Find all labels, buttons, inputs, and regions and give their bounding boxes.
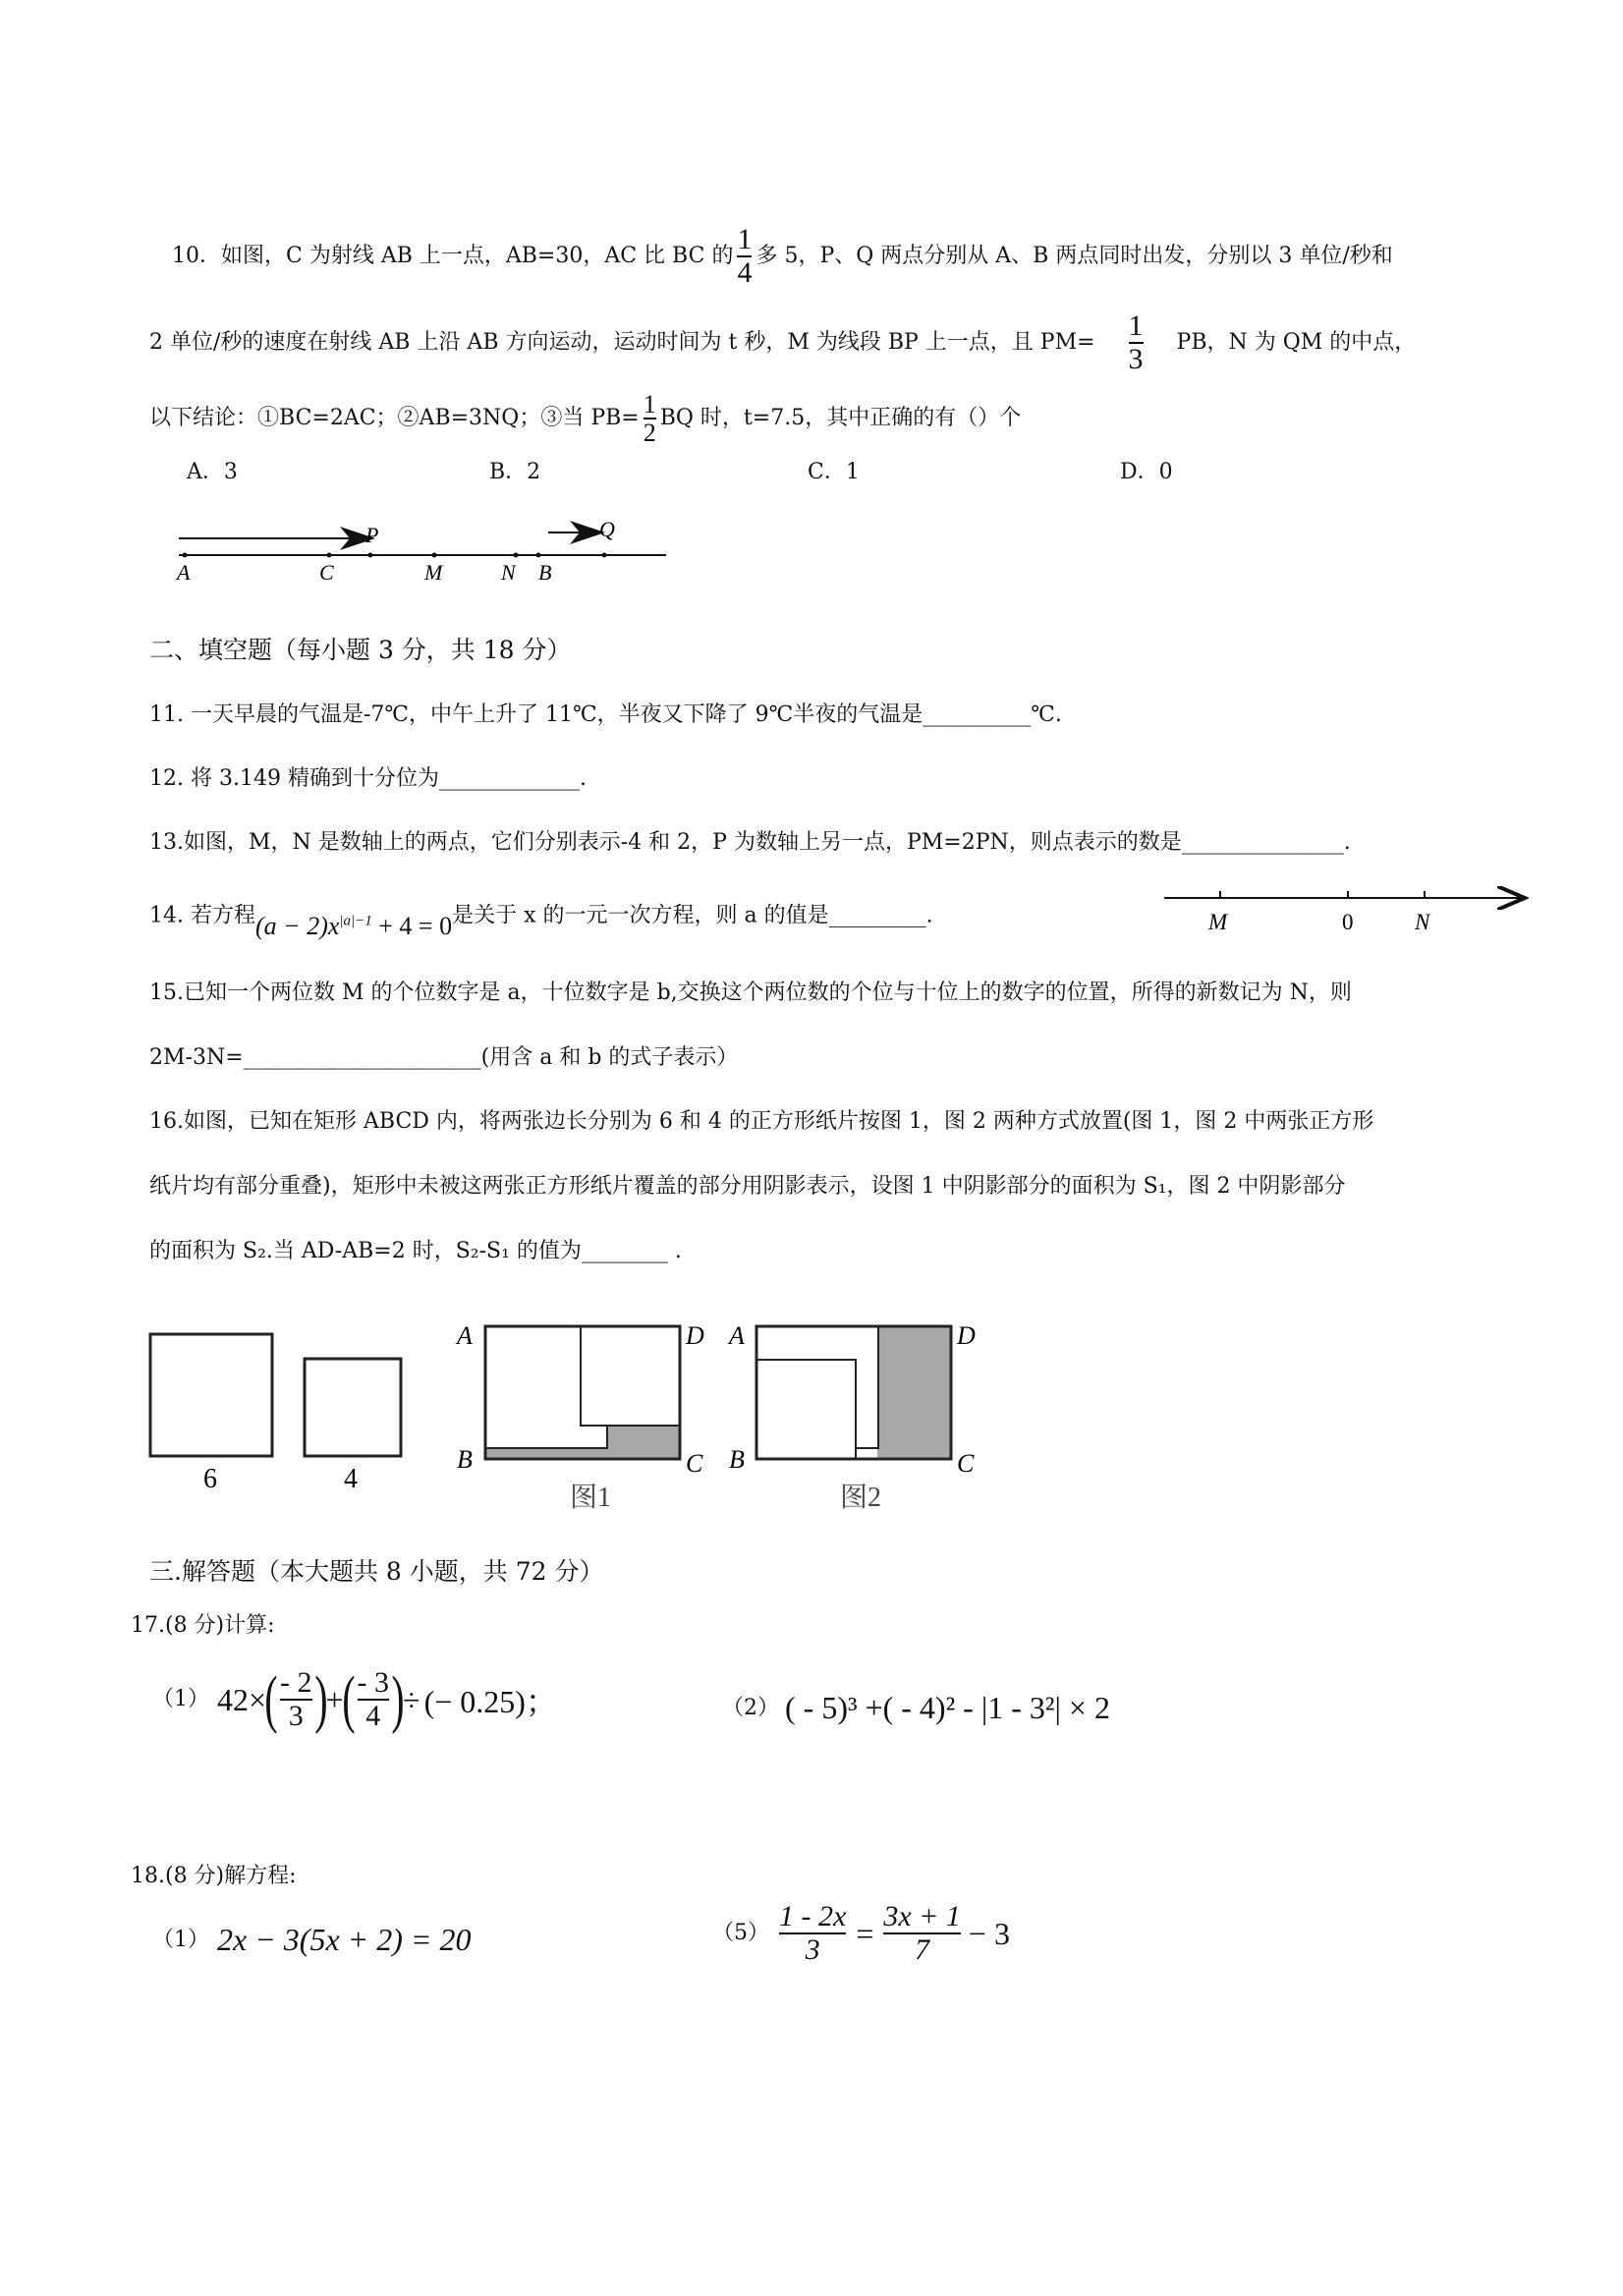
- fig2-caption: 图2: [840, 1483, 882, 1513]
- q10-fraction-2: $\frac{1}{3}$: [1128, 309, 1144, 375]
- fig2-label-c: C: [957, 1449, 975, 1478]
- square-4: [305, 1359, 401, 1456]
- q18-p2-fraction-1: $\frac{1 - 2x}{3}$: [779, 1900, 847, 1966]
- q10-text-c: 2 单位/秒的速度在射线 AB 上沿 AB 方向运动，运动时间为 t 秒，M 为线段 BP 上一点，且 PM=: [149, 330, 1095, 355]
- q17-p1-a: 42×: [217, 1681, 267, 1717]
- q17-p1-div: ÷: [403, 1681, 420, 1717]
- label-m: M: [1208, 910, 1228, 934]
- point-q: [602, 553, 607, 558]
- q10-fraction-3: $\frac{1}{2}$: [643, 390, 656, 447]
- section3-title: 三.解答题（本大题共 8 小题，共 72 分）: [149, 1557, 604, 1586]
- square-6: [150, 1334, 272, 1456]
- section2-title: 二、填空题（每小题 3 分，共 18 分）: [149, 636, 572, 664]
- q14-equation: $(a - 2)x^{|a|-1} + 4 = 0$: [254, 911, 453, 940]
- q18-p2-fraction-2: $\frac{3x + 1}{7}$: [883, 1900, 961, 1966]
- fig1-label-b: B: [457, 1445, 473, 1474]
- label-p: P: [365, 523, 379, 547]
- point-p: [368, 553, 373, 558]
- q13: 13.如图，M，N 是数轴上的两点，它们分别表示-4 和 2，P 为数轴上另一点，PM=2PN，则点表示的数是_______________.: [149, 830, 1351, 855]
- q18-p2-tail: − 3: [968, 1915, 1010, 1951]
- q16-figure: [142, 1305, 1007, 1521]
- q10-fraction-1: $\frac{1}{4}$: [737, 223, 753, 289]
- q17-part2: [722, 1690, 1110, 1726]
- q10-text-f: BQ 时，t=7.5，其中正确的有（）个: [659, 406, 1022, 430]
- q18-p1-expr: 2x − 3(5x + 2) = 20: [217, 1922, 472, 1957]
- square-4-label: 4: [344, 1464, 358, 1494]
- q18-p2-eq: =: [856, 1915, 874, 1951]
- square-6-label: 6: [203, 1464, 217, 1494]
- q14-suffix: 是关于 x 的一元一次方程，则 a 的值是_________.: [452, 903, 933, 928]
- q18-p2-label: （5）: [712, 1921, 769, 1945]
- label-n: N: [1415, 910, 1430, 934]
- q17-p1-label: （1）: [152, 1687, 209, 1711]
- fig1-label-a: A: [457, 1321, 473, 1350]
- figure-2: [727, 1321, 976, 1513]
- number-line-figure: [1159, 880, 1533, 939]
- q10-line1: [172, 224, 1393, 289]
- q16-line3: 的面积为 S₂.当 AD-AB=2 时，S₂-S₁ 的值为________ .: [149, 1239, 682, 1263]
- label-n: N: [501, 560, 516, 585]
- q17-p1-c: (− 0.25)；: [423, 1684, 557, 1719]
- q15-line1: 15.已知一个两位数 M 的个位数字是 a，十位数字是 b,交换这个两位数的个位与十位上的数字的位置，所得的新数记为 N，则: [149, 980, 1352, 1005]
- label-c: C: [319, 560, 334, 585]
- point-c: [327, 553, 332, 558]
- point-b: [536, 553, 541, 558]
- q10-text-e: 以下结论：①BC=2AC；②AB=3NQ；③当 PB=: [149, 406, 640, 430]
- q12: 12. 将 3.149 精确到十分位为_____________.: [149, 766, 587, 791]
- q14-prefix: 14. 若方程: [149, 903, 255, 928]
- q18-part2: [712, 1901, 1010, 1966]
- q18-part1: [152, 1922, 472, 1958]
- q17-p1-fraction-2: $\frac{- 3}{4}$: [357, 1666, 390, 1732]
- label-m: M: [424, 560, 443, 585]
- q10-line2: [149, 310, 1416, 375]
- q10-ray-figure: [167, 511, 678, 589]
- label-a: A: [177, 560, 191, 585]
- label-b: B: [538, 560, 552, 585]
- fig2-label-b: B: [729, 1445, 745, 1474]
- q17-p2-label: （2）: [722, 1695, 779, 1720]
- q10-option-b: B．2: [489, 460, 541, 484]
- fig2-square-4: [756, 1360, 856, 1459]
- q11: 11. 一天早晨的气温是-7℃，中午上升了 11℃，半夜又下降了 9℃半夜的气温是__________℃.: [149, 702, 1062, 727]
- q16-line2: 纸片均有部分重叠)，矩形中未被这两张正方形纸片覆盖的部分用阴影表示，设图 1 中阴影部分的面积为 S₁，图 2 中阴影部分: [149, 1174, 1346, 1199]
- q10-text-a: 10．如图，C 为射线 AB 上一点，AB=30，AC 比 BC 的: [172, 244, 734, 268]
- point-n: [514, 553, 519, 558]
- fig2-label-a: A: [729, 1321, 745, 1350]
- q18-p1-label: （1）: [152, 1927, 209, 1952]
- point-m: [432, 553, 437, 558]
- q10-option-d: D．0: [1120, 460, 1173, 484]
- q17-p2-expr: ( - 5)³ +( - 4)² - |1 - 3²| × 2: [785, 1690, 1110, 1725]
- fig2-shade: [877, 1326, 951, 1459]
- q10-option-a: A．3: [187, 460, 238, 484]
- fig2-label-d: D: [957, 1321, 976, 1350]
- q10-line3: [149, 391, 1021, 446]
- point-a: [183, 553, 188, 558]
- q10-text-d: PB，N 为 QM 的中点，: [1176, 330, 1417, 355]
- fig1-label-c: C: [686, 1449, 703, 1478]
- q10-text-b: 多 5，P、Q 两点分别从 A、B 两点同时出发，分别以 3 单位/秒和: [756, 244, 1393, 268]
- q17-part1: （1） 42× ( $\frac{- 2}{3}$ ) + ( $\frac{- 3}{4}$ ) ÷ (− 0.25)；: [152, 1663, 557, 1735]
- q16-line1: 16.如图，已知在矩形 ABCD 内，将两张边长分别为 6 和 4 的正方形纸片按图 1，图 2 两种方式放置(图 1，图 2 中两张正方形: [149, 1109, 1374, 1134]
- fig1-square-4: [581, 1326, 680, 1426]
- label-q: Q: [599, 517, 615, 541]
- q15-line2: 2M-3N=______________________(用含 a 和 b 的式子表示）: [149, 1045, 739, 1070]
- fig1-caption: 图1: [570, 1483, 612, 1513]
- figure-1: [455, 1321, 704, 1513]
- q14: [149, 894, 933, 940]
- q10-option-c: C．1: [808, 460, 860, 484]
- q17-p1-fraction-1: $\frac{- 2}{3}$: [280, 1666, 312, 1732]
- q17-title: 17.(8 分)计算:: [131, 1613, 275, 1638]
- fig1-label-d: D: [686, 1321, 704, 1350]
- label-zero: 0: [1342, 910, 1354, 934]
- q18-title: 18.(8 分)解方程:: [131, 1864, 297, 1888]
